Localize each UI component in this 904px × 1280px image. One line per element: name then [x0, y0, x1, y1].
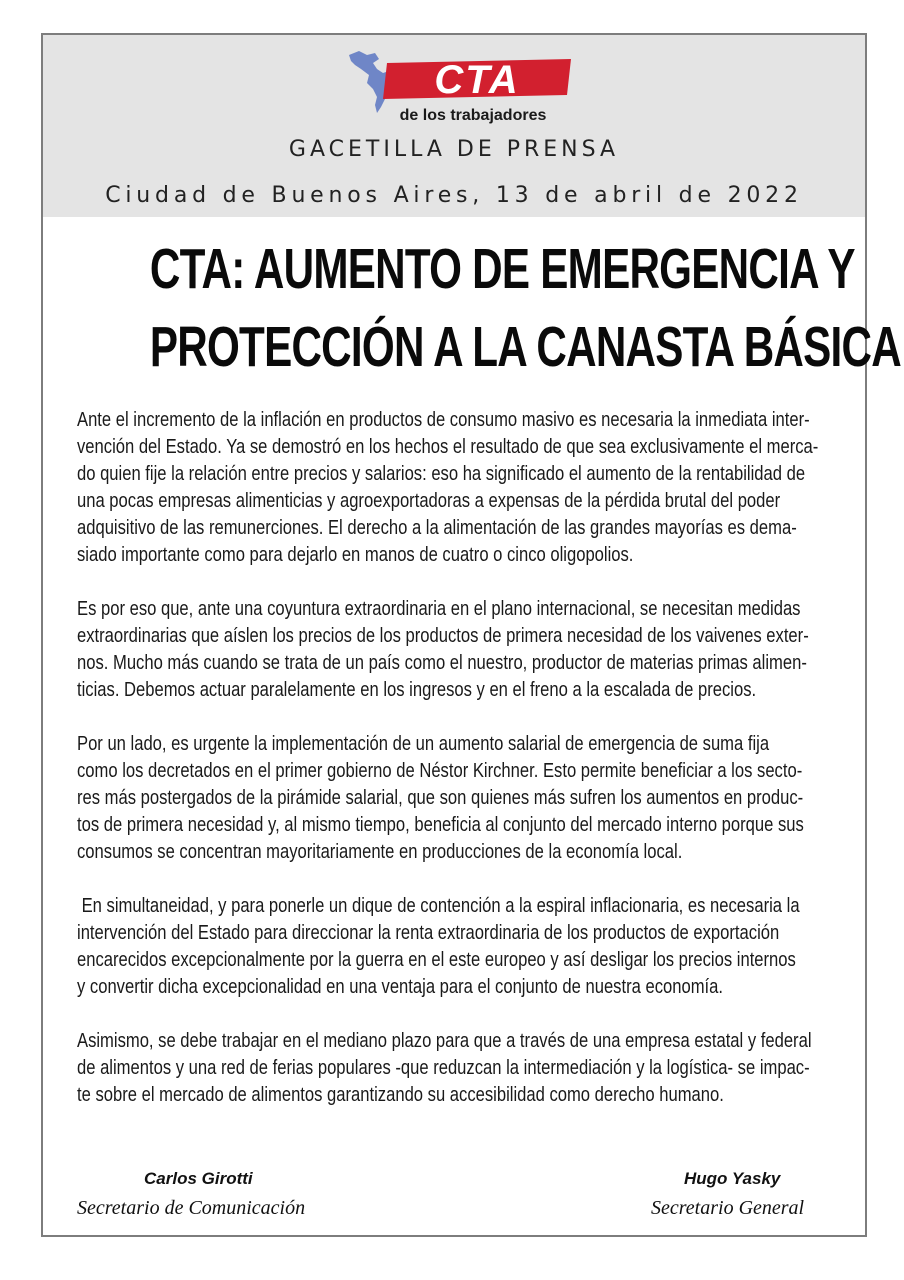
- paragraph-2: [77, 596, 839, 704]
- text-line: encarecidos excepcionalmente por la guerra en el este europeo y así desligar los precios internos: [77, 949, 796, 971]
- text-line: res más postergados de la pirámide salarial, que son quienes más sufren los aumentos en produc-: [77, 787, 804, 809]
- text-line: ticias. Debemos actuar paralelamente en los ingresos y en el freno a la escalada de precios.: [77, 679, 757, 701]
- logo-subtitle: de los trabajadores: [399, 107, 547, 124]
- text-line: Es por eso que, ante una coyuntura extraordinaria en el plano internacional, se necesitan medidas: [77, 598, 801, 620]
- text-line: vención del Estado. Ya se demostró en los hechos el resultado de que sea exclusivamente el merca-: [77, 436, 819, 458]
- text-line: siado importante como para dejarlo en manos de cuatro o cinco oligopolios.: [77, 544, 634, 566]
- text-line: una pocas empresas alimenticias y agroexportadoras a expensas de la pérdida brutal del poder: [77, 490, 781, 512]
- headline: [43, 230, 901, 386]
- paragraph-1: [77, 407, 839, 569]
- headline-line-2: PROTECCIÓN A LA CANASTA BÁSICA: [149, 315, 901, 379]
- text-line: Asimismo, se debe trabajar en el mediano plazo para que a través de una empresa estatal y federal: [77, 1030, 812, 1052]
- text-line: intervención del Estado para direccionar la renta extraordinaria de los productos de exportación: [77, 922, 780, 944]
- text-line: adquisitivo de las remunerciones. El derecho a la alimentación de las grandes mayorías es dema-: [77, 517, 797, 539]
- signature-left-title: Secretario de Comunicación: [77, 1197, 306, 1219]
- paragraph-3: [77, 731, 839, 866]
- body-text: [77, 407, 839, 1136]
- text-line: Por un lado, es urgente la implementación de un aumento salarial de emergencia de suma fija: [77, 733, 770, 755]
- headline-line-1: CTA: AUMENTO DE EMERGENCIA Y: [149, 237, 855, 301]
- text-line: consumos se concentran mayoritariamente en producciones de la economía local.: [77, 841, 683, 863]
- text-line: tos de primera necesidad y, al mismo tiempo, beneficia al conjunto del mercado interno porque sus: [77, 814, 804, 836]
- paragraph-5: [77, 1028, 839, 1109]
- text-line: En simultaneidad, y para ponerle un dique de contención a la espiral inflacionaria, es necesaria la: [77, 895, 800, 917]
- signature-right-title: Secretario General: [651, 1197, 805, 1219]
- text-line: do quien fije la relación entre precios y salarios: eso ha significado el aumento de la rentabilidad de: [77, 463, 806, 485]
- text-line: como los decretados en el primer gobierno de Néstor Kirchner. Esto permite beneficiar a los secto-: [77, 760, 803, 782]
- cta-logo: [345, 47, 575, 127]
- press-release-page: [41, 33, 901, 1237]
- header-band: [43, 35, 865, 217]
- signature-left-name: Carlos Girotti: [144, 1169, 253, 1188]
- dateline: Ciudad de Buenos Aires, 13 de abril de 2022: [105, 183, 803, 208]
- signature-right-name: Hugo Yasky: [684, 1169, 781, 1188]
- text-line: de alimentos y una red de ferias populares -que reduzcan la intermediación y la logística- se impac-: [77, 1057, 810, 1079]
- text-line: Ante el incremento de la inflación en productos de consumo masivo es necesaria la inmediata inter-: [77, 409, 810, 431]
- cta-logo-mark-icon: [345, 47, 575, 127]
- text-line: nos. Mucho más cuando se trata de un país como el nuestro, productor de materias primas alimen-: [77, 652, 807, 674]
- paragraph-4: [77, 893, 839, 1001]
- text-line: extraordinarias que aíslen los precios de los productos de primera necesidad de los vaivenes exter-: [77, 625, 809, 647]
- logo-wordmark: CTA: [434, 58, 520, 102]
- text-line: y convertir dicha excepcionalidad en una ventaja para el conjunto de nuestra economía.: [77, 976, 723, 998]
- document-type-label: GACETILLA DE PRENSA: [288, 137, 620, 162]
- text-line: te sobre el mercado de alimentos garantizando su accesibilidad como derecho humano.: [77, 1084, 724, 1106]
